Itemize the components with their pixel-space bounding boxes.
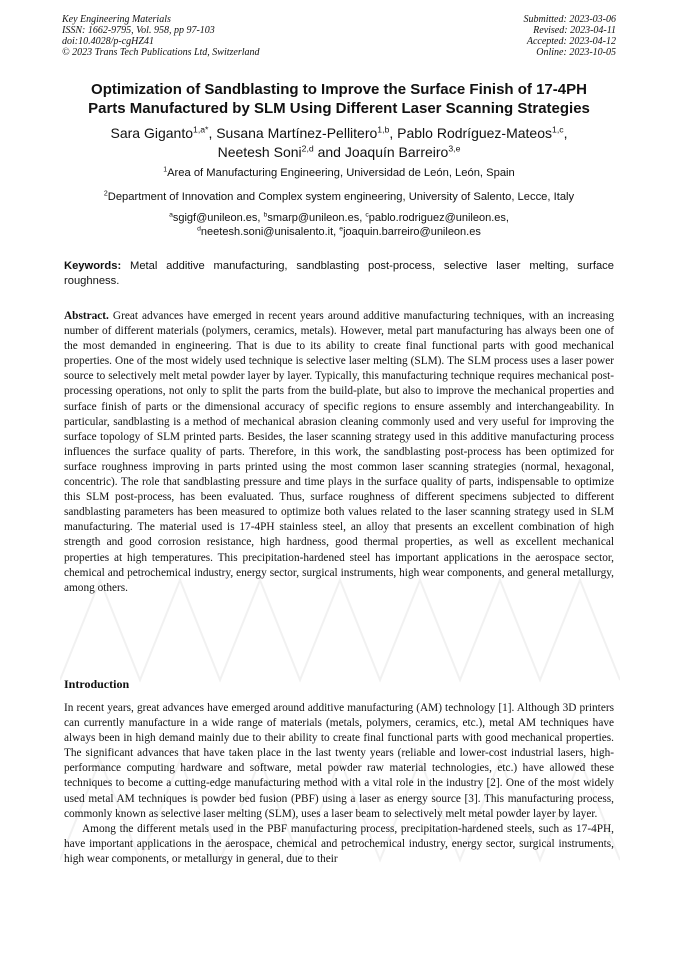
- email-address[interactable]: joaquin.barreiro@unileon.es: [343, 226, 481, 238]
- abstract-text: Great advances have emerged in recent years around additive manufacturing techniques, with an increasing number of different materials (polymers, ceramics, metals). However, metal part manufacturing has always been one of the most demanded in engineering. That is due to its ability to create final functional parts with good mechanical properties. One of the most widely used technique is selective laser melting (SLM). The SLM process uses a laser power source to selectively melt metal powder layer by layer. Typically, this manufacturing technique requires mechanical post-processing operations, not only to split the parts from the build-plate, but also to improve the mechanical properties and surface finish of parts or the dimensional accuracy of specific regions to ensure assembly and interchangeability. In particular, sandblasting is a method of mechanical abrasion cleaning commonly used and very useful for improving the surface topology of SLM printed parts. Besides, the laser scanning strategy used in this additive manufacturing process influences the surface quality of parts. Therefore, in this work, the sandblasting post-process has been optimized for surface roughness improving in parts printed using the most common laser scanning strategies (normal, hexagonal, concentric). The role that sandblasting pressure and time plays in the surface quality of parts, indispensable to optimize this SLM post-process, has been evaluated. Thus, surface roughness of different specimens subjected to different sandblasting parameters has been measured to optimize both values related to the laser scanning strategy used in SLM manufacturing. The material used is 17-4PH stainless steel, an alloy that presents an excellent combination of high strength and good corrosion resistance, high hardness, good thermal properties, as well as excellent mechanical properties at high temperatures. This precipitation-hardened steel has important applications in the aerospace sector, chemical and petrochemical industry, energy sector, surgical instruments, high wear components, and general metallurgy, among others.: [64, 310, 614, 594]
- introduction-body: [64, 701, 614, 867]
- email-address[interactable]: smarp@unileon.es,: [267, 212, 366, 224]
- affiliation-text: Department of Innovation and Complex system engineering, University of Salento, Lecce, Italy: [107, 191, 575, 203]
- author-affiliation-mark: 1,c: [552, 124, 564, 135]
- title-line: Optimization of Sandblasting to Improve the Surface Finish of 17-4PH: [91, 81, 587, 98]
- author-separator: ,: [389, 125, 398, 141]
- email-mark: a: [169, 211, 173, 219]
- author-list: [40, 124, 638, 162]
- email-address[interactable]: neetesh.soni@unisalento.it,: [200, 226, 340, 238]
- author-line: [40, 143, 638, 162]
- affiliation-mark: 1: [163, 166, 168, 174]
- author-name: Susana Martínez-Pellitero: [216, 125, 378, 141]
- journal-doi: doi:10.4028/p-cgHZ41: [62, 36, 154, 47]
- author-name: Neetesh Soni: [217, 144, 302, 160]
- author-separator: ,: [563, 125, 568, 141]
- author-affiliation-mark: 2,d: [301, 143, 314, 154]
- author-affiliation-mark: 3,e: [448, 143, 461, 154]
- affiliation-1: [40, 166, 638, 180]
- email-line: [40, 211, 638, 225]
- author-separator: ,: [208, 125, 217, 141]
- keywords: [64, 259, 614, 289]
- affiliation-2: [40, 190, 638, 204]
- journal-info: [62, 14, 260, 58]
- publication-dates: [524, 14, 617, 58]
- affiliation-text: Area of Manufacturing Engineering, Universidad de León, León, Spain: [167, 167, 515, 179]
- author-name: Sara Giganto: [110, 125, 193, 141]
- author-name: Joaquín Barreiro: [344, 144, 449, 160]
- author-name: Pablo Rodríguez-Mateos: [397, 125, 553, 141]
- journal-issn: ISSN: 1662-9795, Vol. 958, pp 97-103: [62, 25, 215, 36]
- journal-copyright: © 2023 Trans Tech Publications Ltd, Switzerland: [62, 47, 260, 58]
- abstract-label: Abstract.: [64, 310, 109, 322]
- author-emails: [40, 211, 638, 239]
- email-mark: d: [197, 225, 201, 233]
- email-mark: e: [339, 225, 344, 233]
- journal-name: Key Engineering Materials: [62, 14, 171, 25]
- affiliation-mark: 2: [103, 190, 108, 198]
- author-separator: and: [313, 144, 345, 160]
- author-line: [40, 124, 638, 143]
- email-address[interactable]: sgigf@unileon.es,: [172, 212, 264, 224]
- keywords-label: Keywords:: [64, 260, 122, 272]
- paragraph: In recent years, great advances have emerged around additive manufacturing (AM) technology [1]. Although 3D printers can currently manufacture in a wide range of materials (metals, polymers, ceramics, etc.), metal AM techniques have always been in high demand mainly due to their ability to create final functional parts with good mechanical properties. The significant advances that have taken place in the last twenty years (reliable and lower-cost industrial lasers, high-performance computing hardware and software, metal powder raw material technologies, etc.) have allowed these techniques to become a cutting-edge manufacturing method with a vital role in the industry [2]. One of the most widely used metal AM techniques is powder bed fusion (PBF) using a laser as energy source [3]. This manufacturing process, commonly known as selective laser melting (SLM), uses a laser beam to selectively melt metal powder layer by layer.: [64, 702, 614, 820]
- date-online: Online: 2023-10-05: [536, 47, 616, 58]
- title-line: Parts Manufactured by SLM Using Different Laser Scanning Strategies: [88, 100, 590, 117]
- date-submitted: Submitted: 2023-03-06: [523, 14, 616, 25]
- author-affiliation-mark: 1,a*: [193, 124, 209, 135]
- abstract: [64, 309, 614, 596]
- date-accepted: Accepted: 2023-04-12: [526, 36, 616, 47]
- author-affiliation-mark: 1,b: [377, 124, 390, 135]
- paragraph: Among the different metals used in the PBF manufacturing process, precipitation-hardened steels, such as 17-4PH, have important applications in the aerospace, chemical and petrochemical industry, energy sector, surgical instruments, high wear components, or metallurgy in general, due to their: [64, 822, 614, 865]
- email-line: [40, 225, 638, 239]
- email-address[interactable]: pablo.rodriguez@unileon.es,: [368, 212, 509, 224]
- date-revised: Revised: 2023-04-11: [533, 25, 616, 36]
- paper-title: [40, 80, 638, 118]
- section-heading-introduction: Introduction: [64, 677, 130, 691]
- email-mark: c: [365, 211, 369, 219]
- email-mark: b: [263, 211, 268, 219]
- keywords-text: Metal additive manufacturing, sandblasting post-process, selective laser melting, surface roughness.: [64, 260, 614, 287]
